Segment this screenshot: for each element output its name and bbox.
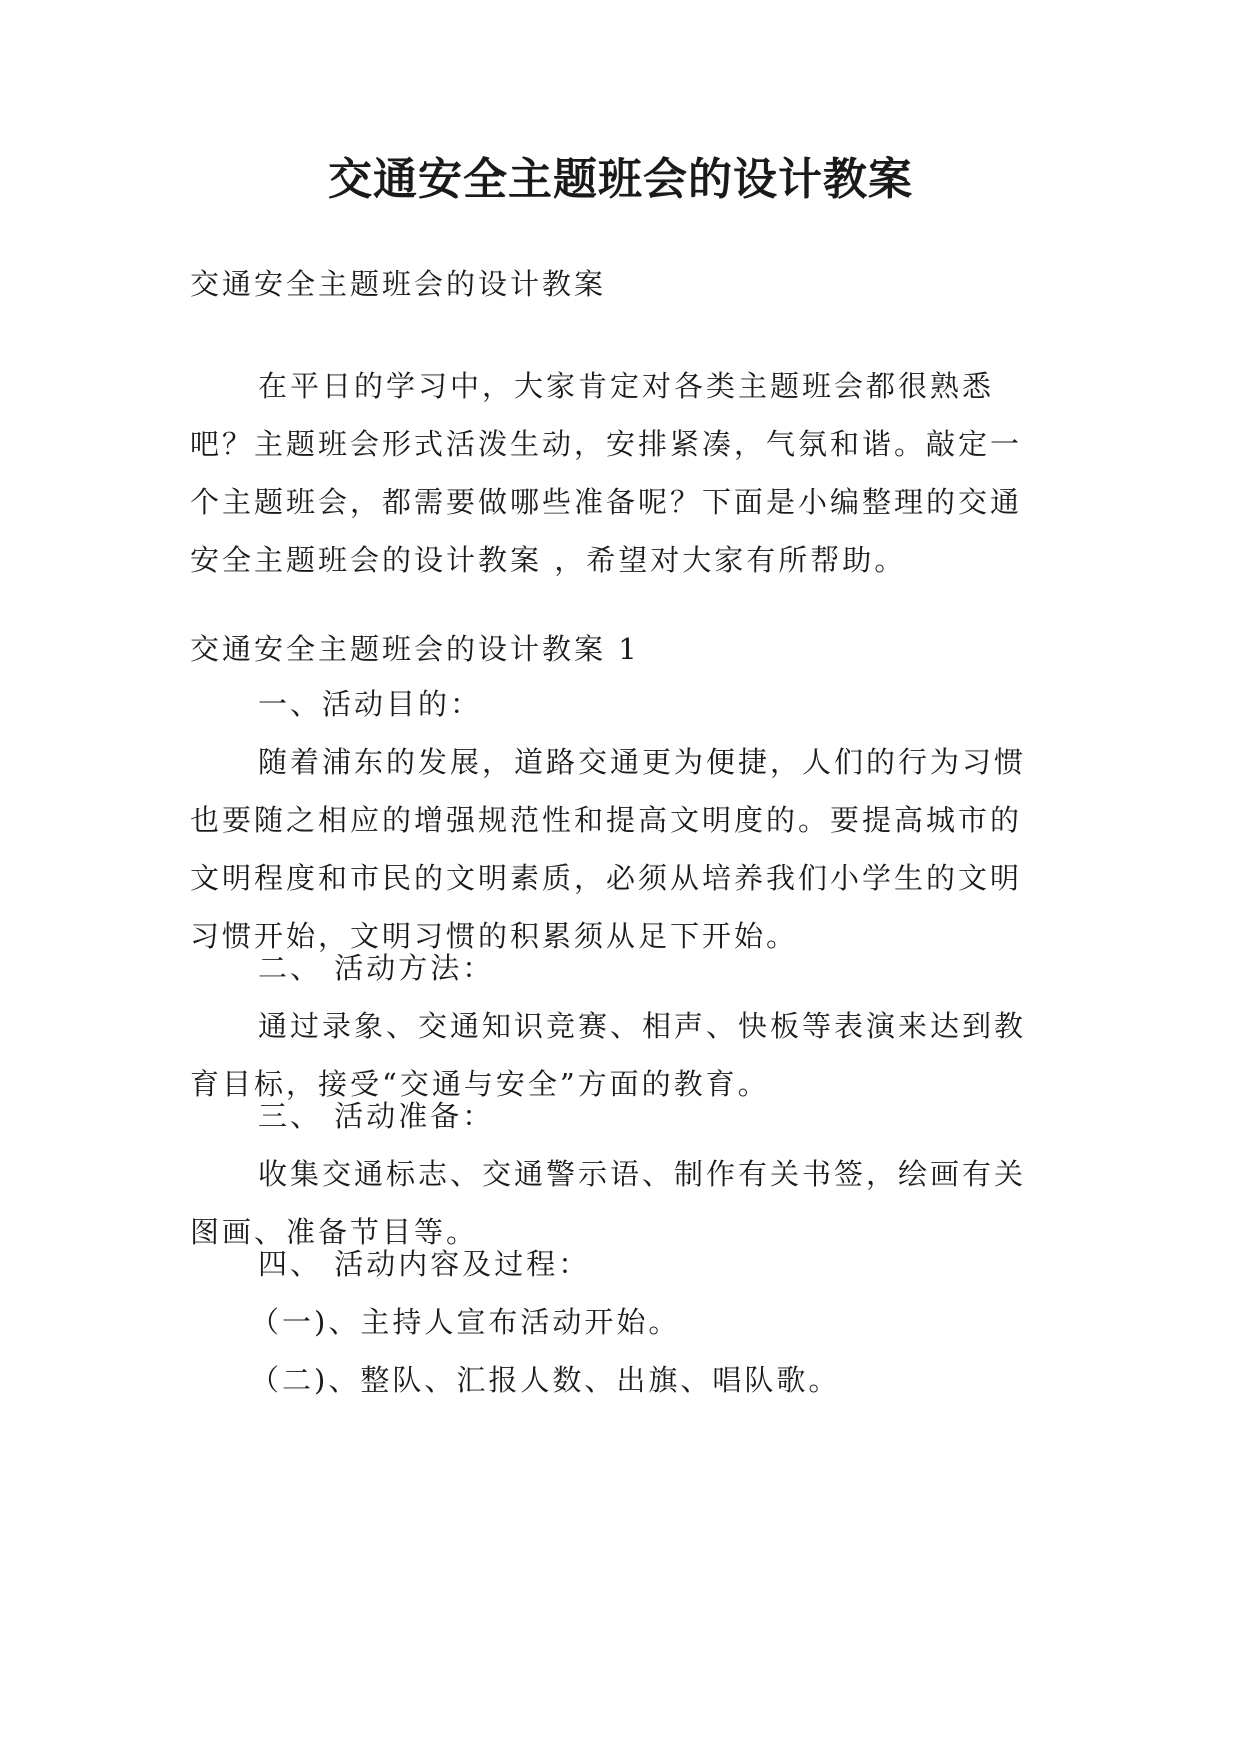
item2-line: 育目标，接受“交通与安全”方面的教育。 xyxy=(190,1067,770,1101)
item2-line: 通过录象、交通知识竞赛、相声、快板等表演来达到教 xyxy=(258,1009,1027,1043)
intro-line: 吧？主题班会形式活泼生动，安排紧凑，气氛和谐。敲定一 xyxy=(190,427,1023,461)
intro-paragraph xyxy=(190,357,1052,589)
item3-line: 图画、准备节目等。 xyxy=(190,1215,479,1249)
item1-heading: 一、活动目的： xyxy=(258,687,483,721)
item1-paragraph xyxy=(190,733,1052,965)
section-heading: 交通安全主题班会的设计教案 1 xyxy=(190,632,640,666)
step-2: （二)、整队、汇报人数、出旗、唱队歌。 xyxy=(250,1363,841,1397)
item1-line: 习惯开始，文明习惯的积累须从足下开始。 xyxy=(190,919,799,953)
item1-line: 文明程度和市民的文明素质，必须从培养我们小学生的文明 xyxy=(190,861,1023,895)
item1-line: 随着浦东的发展，道路交通更为便捷，人们的行为习惯 xyxy=(258,745,1027,779)
intro-line: 个主题班会，都需要做哪些准备呢？下面是小编整理的交通 xyxy=(190,485,1023,519)
intro-line: 在平日的学习中，大家肯定对各类主题班会都很熟悉 xyxy=(258,369,995,403)
intro-line: 安全主题班会的设计教案 ，希望对大家有所帮助。 xyxy=(190,543,907,577)
item4-heading: 四、 活动内容及过程： xyxy=(258,1247,591,1281)
document-subtitle: 交通安全主题班会的设计教案 xyxy=(190,267,607,301)
item1-line: 也要随之相应的增强规范性和提高文明度的。要提高城市的 xyxy=(190,803,1023,837)
item3-line: 收集交通标志、交通警示语、制作有关书签，绘画有关 xyxy=(258,1157,1027,1191)
step-1: （一)、主持人宣布活动开始。 xyxy=(250,1305,681,1339)
document-title: 交通安全主题班会的设计教案 xyxy=(328,154,913,205)
item3-heading: 三、 活动准备： xyxy=(258,1099,495,1133)
item2-heading: 二、 活动方法： xyxy=(258,951,495,985)
